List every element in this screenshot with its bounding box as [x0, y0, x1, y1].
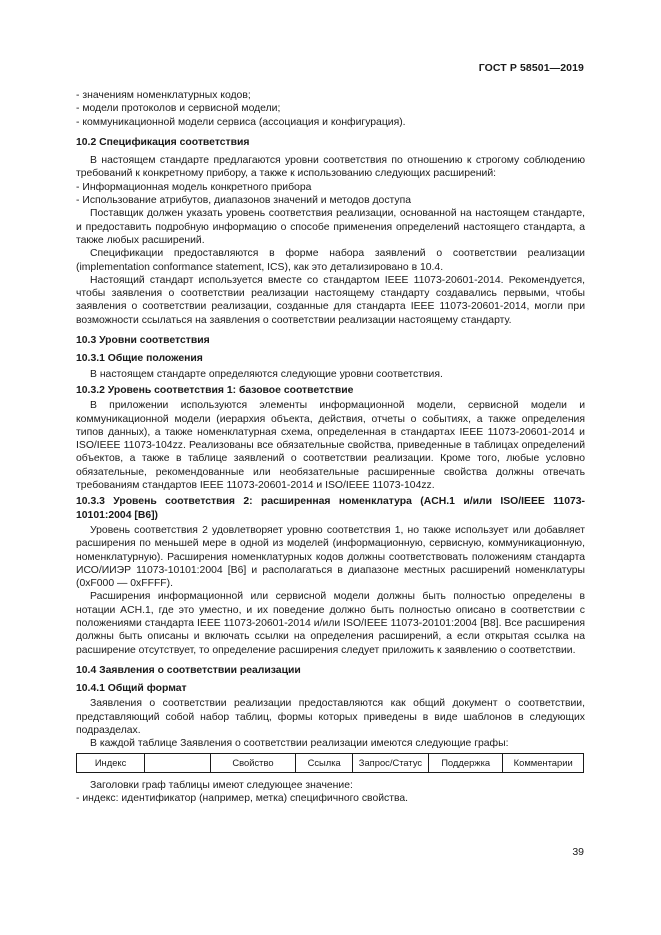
list-item: - Информационная модель конкретного прибора	[76, 181, 585, 194]
list-item: - модели протоколов и сервисной модели;	[76, 102, 585, 115]
paragraph: В каждой таблице Заявления о соответствии реализации имеются следующие графы:	[90, 738, 509, 750]
paragraph: Расширения информационной или сервисной модели должны быть полностью определены в нотации ACH.1, где это уместно, и их поведение должно быть полностью описано в соответствии с положениями стандарта IEEE 11073-20601-2014 и/или ISO/IEEE 11073-20101:2004 [B8]. Все расширения должны быть описаны и включать ссылки на определения расширений, а если открытая ссылка на расширение отсутствует, то определение расширения следует приложить к заявлению о соответствии.	[76, 591, 585, 656]
section-heading: 10.4 Заявления о соответствии реализации	[76, 664, 301, 676]
paragraph: Поставщик должен указать уровень соответствия реализации, основанной на настоящем стандарте, и предоставить подробную информацию о способе применения определений настоящего стандарта, а также любых расширений.	[76, 208, 585, 246]
list-item: - значениям номенклатурных кодов;	[76, 89, 585, 102]
paragraph: Уровень соответствия 2 удовлетворяет уровню соответствия 1, но также использует или добавляет расширения по меньшей мере в одной из моделей (информационную, сервисную, коммуникационную, номенклатурную). Расширения номенклатурных кодов должны соответствовать положениям стандарта ИСО/ИИЭР 11073-10101:2004 [B6] и располагаться в диапазоне местных расширений номенклатуры (0xF000 — 0xFFFF).	[76, 524, 585, 590]
subsection-heading: 10.3.1 Общие положения	[76, 353, 203, 365]
table-cell: Ссылка	[296, 753, 353, 772]
paragraph: Спецификации предоставляются в форме набора заявлений о соответствии реализации (implementation conformance statement, ICS), как это детализировано в 10.4.	[76, 248, 585, 273]
list-item: - индекс: идентификатор (например, метка) специфичного свойства.	[76, 792, 585, 805]
paragraph: Заголовки граф таблицы имеют следующее значение:	[90, 779, 353, 791]
list-item: - Использование атрибутов, диапазонов значений и методов доступа	[76, 194, 585, 207]
table-cell: Свойство	[210, 753, 296, 772]
subsection-heading: 10.4.1 Общий формат	[76, 683, 187, 695]
table-cell: Запрос/Статус	[352, 753, 428, 772]
subsection-heading: 10.3.3 Уровень соответствия 2: расширенная номенклатура (ACH.1 и/или ISO/IEEE 11073-10101:2004 [B6])	[76, 496, 585, 521]
standard-header: ГОСТ Р 58501—2019	[478, 62, 584, 74]
table-row	[77, 753, 584, 772]
table-cell: Комментарии	[503, 753, 584, 772]
section-heading: 10.2 Спецификация соответствия	[76, 136, 250, 148]
paragraph: В настоящем стандарте определяются следующие уровни соответствия.	[90, 368, 443, 380]
section-heading: 10.3 Уровни соответствия	[76, 335, 210, 347]
paragraph: Настоящий стандарт используется вместе со стандартом IEEE 11073-20601-2014. Рекомендуется, чтобы заявления о соответствии реализации настоящему стандарту создавались первыми, чтобы заявления о соответствии реализации, созданные для стандарта IEEE 11073-20601-2014, могли при возможности ссылаться на заявления о соответствии реализации настоящему стандарту.	[76, 274, 585, 326]
paragraph: В настоящем стандарте предлагаются уровни соответствия по отношению к строгому соблюдению требований к конкретному прибору, а также к использованию следующих расширений:	[76, 155, 585, 180]
table-cell	[145, 753, 210, 772]
page-number: 39	[572, 846, 584, 858]
ics-columns-table	[76, 753, 584, 773]
subsection-heading: 10.3.2 Уровень соответствия 1: базовое соответствие	[76, 384, 354, 396]
table-cell: Поддержка	[428, 753, 502, 772]
paragraph: В приложении используются элементы информационной модели, сервисной модели и коммуникационной модели (иерархия объекта, действия, отчеты о событиях, а также определения типов данных), а также номенклатурная схема, определенная в стандартах IEEE 11073-20601-2014 и ISO/IEEE 11073-104zz. Реализованы все обязательные свойства, приведенные в таблицах определений объектов, а также в таблице заявлений о соответствии реализации. Кроме того, любые условно обязательные, рекомендованные или необязательные расширенные свойства должны отвечать требованиям стандартов IEEE 11073-20601-2014 и ISO/IEEE 11073-104zz.	[76, 400, 585, 492]
document-body	[76, 89, 585, 805]
paragraph: Заявления о соответствии реализации предоставляются как общий документ о соответствии, представляющий собой набор таблиц, формы которых приведены в виде шаблонов в следующих подразделах.	[76, 698, 585, 737]
list-item: - коммуникационной модели сервиса (ассоциация и конфигурация).	[76, 116, 585, 129]
table-cell: Индекс	[77, 753, 145, 772]
